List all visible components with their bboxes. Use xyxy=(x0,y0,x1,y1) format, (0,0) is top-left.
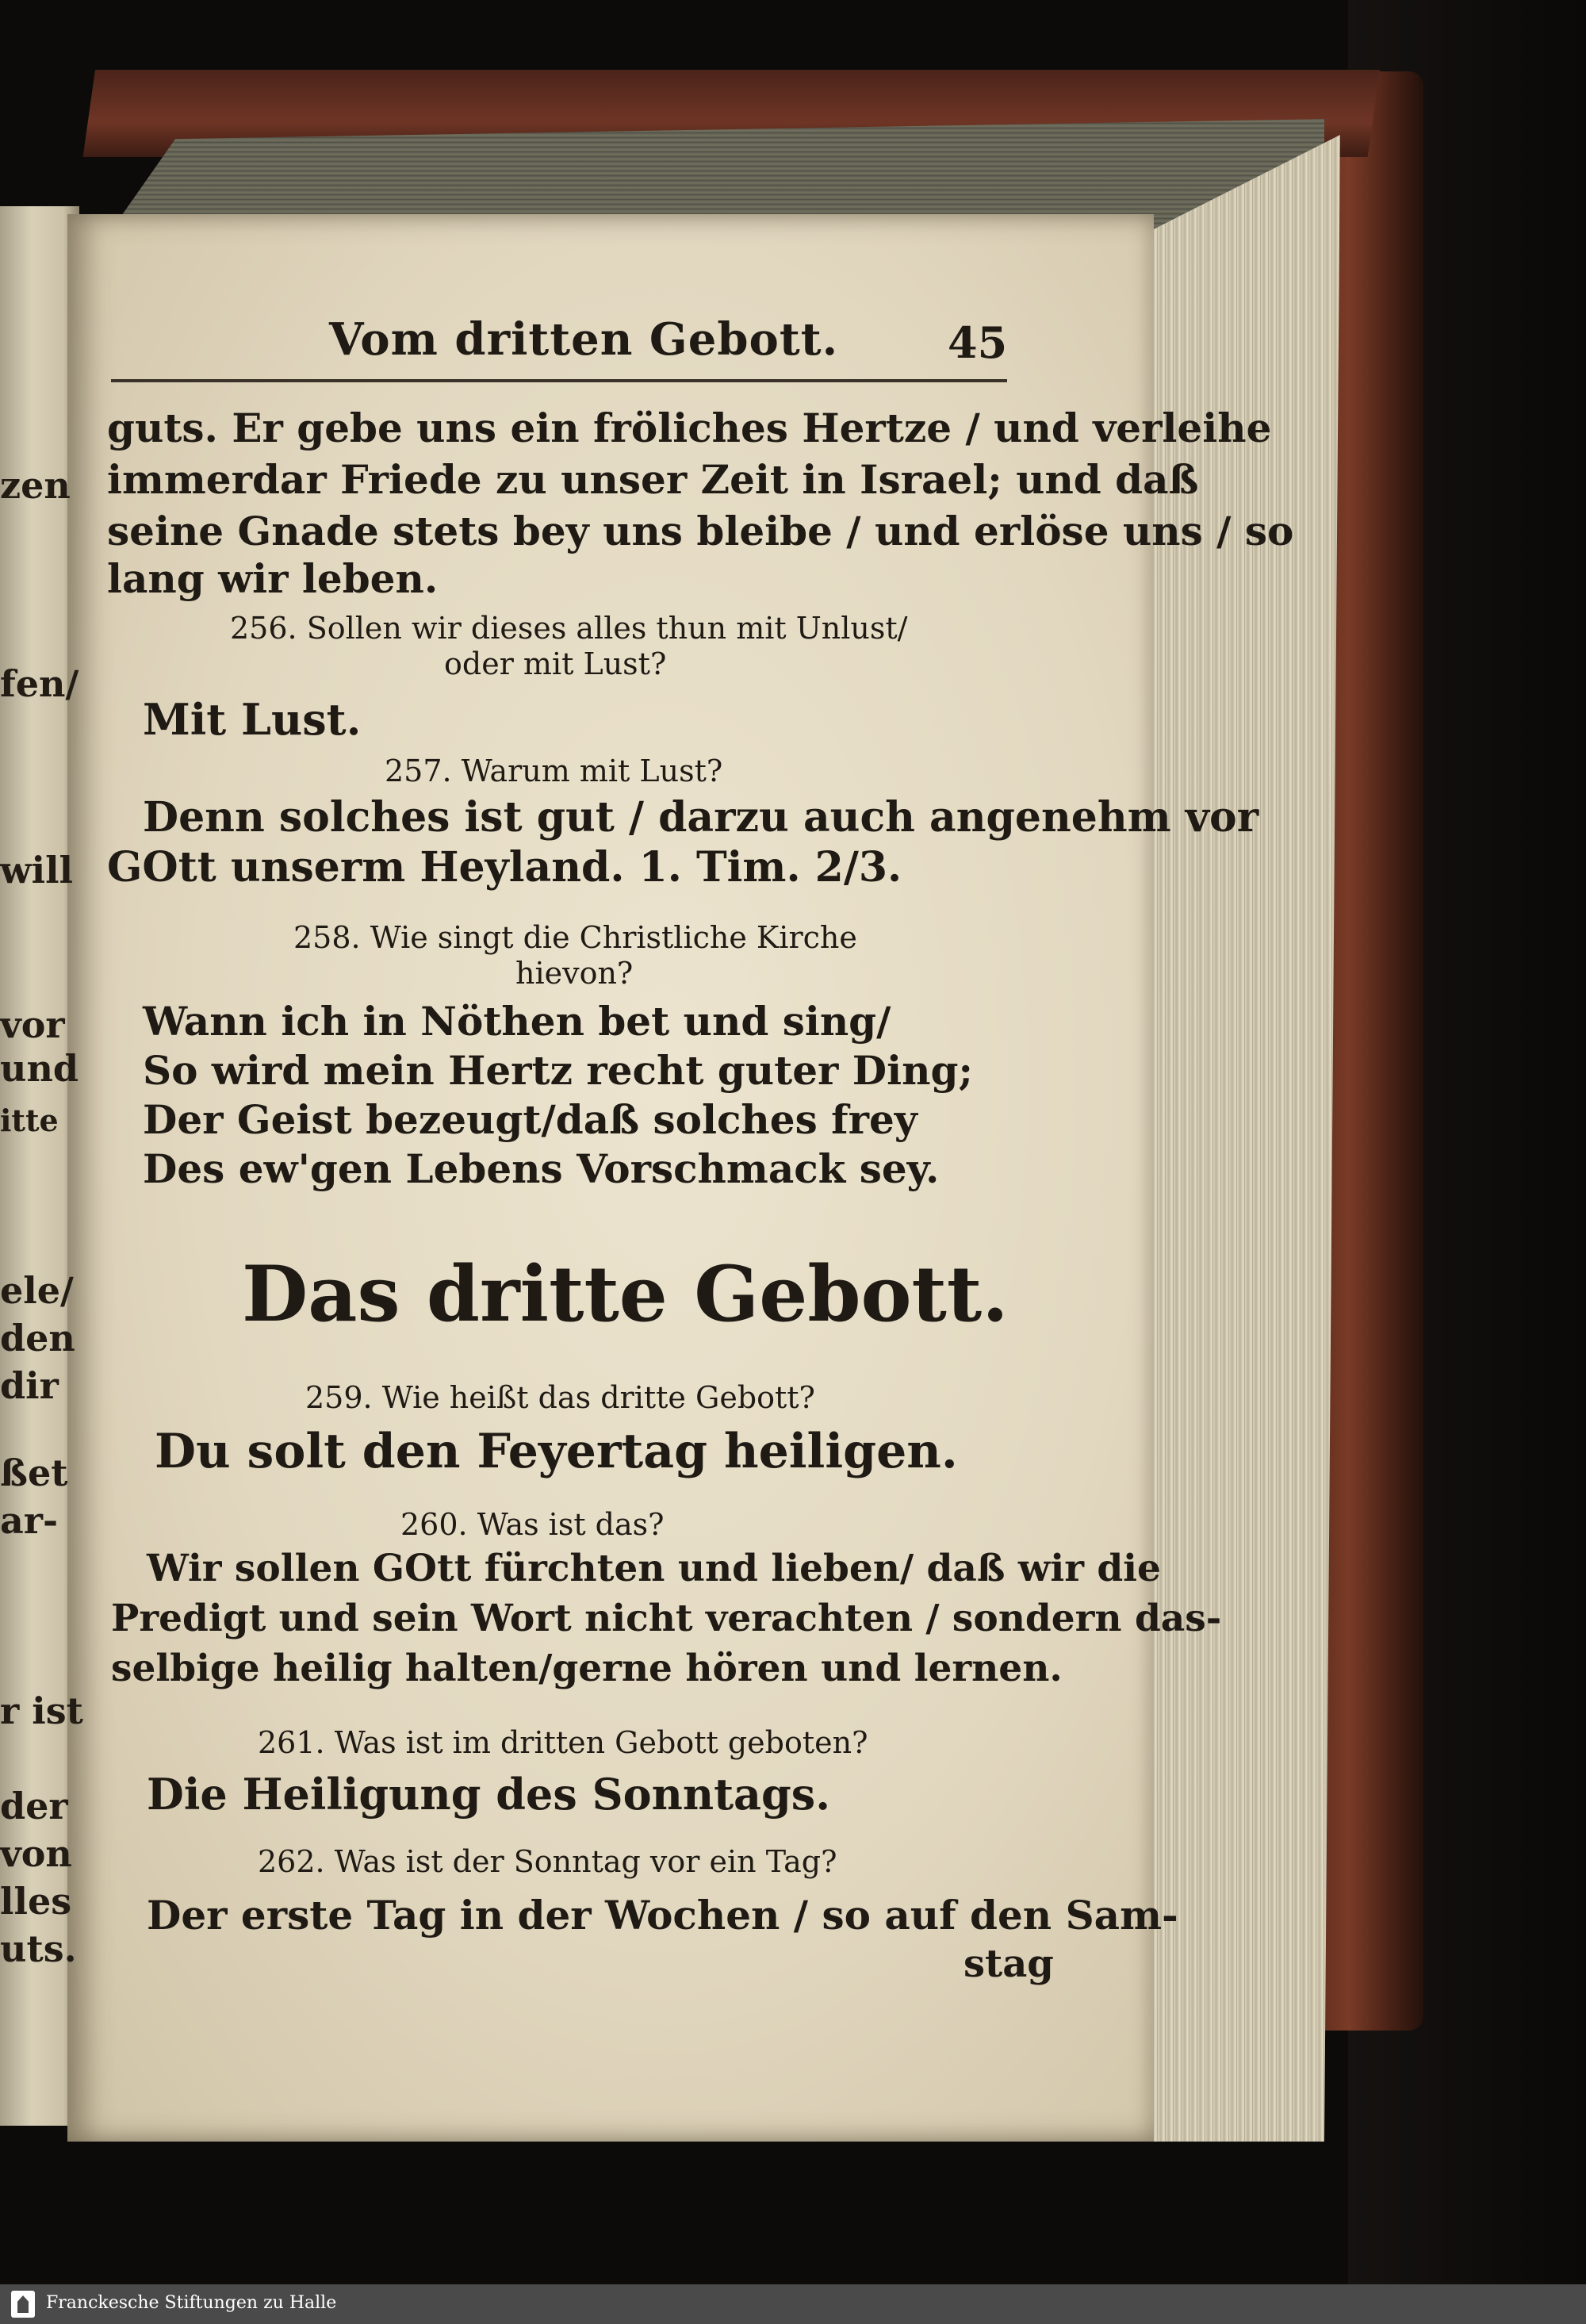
left-page-fragment: dir xyxy=(0,1364,59,1407)
left-page-fragment: lles xyxy=(0,1880,72,1923)
text-line: seine Gnade stets bey uns bleibe / und erlöse uns / so xyxy=(107,508,1294,554)
answer-line: Wir sollen GOtt fürchten und lieben/ daß wir die xyxy=(147,1547,1161,1590)
catchword: stag xyxy=(963,1942,1054,1986)
left-page-fragment: vor xyxy=(0,1003,65,1046)
answer-line: Der erste Tag in der Wochen / so auf den Sam- xyxy=(147,1892,1178,1939)
text-line: immerdar Friede zu unser Zeit in Israel; und daß xyxy=(107,456,1199,503)
commandment-line: Du solt den Feyertag heiligen. xyxy=(155,1424,958,1479)
question-line: 258. Wie singt die Christliche Kirche xyxy=(293,920,857,955)
answer-line: Die Heiligung des Sonntags. xyxy=(147,1769,830,1820)
page-number: 45 xyxy=(948,317,1008,368)
question-line: 262. Was ist der Sonntag vor ein Tag? xyxy=(258,1844,837,1879)
verse-line: So wird mein Hertz recht guter Ding; xyxy=(143,1047,973,1094)
institution-logo-icon xyxy=(11,2291,35,2318)
question-line: 256. Sollen wir dieses alles thun mit Unlust/ xyxy=(230,611,908,646)
section-title: Das dritte Gebott. xyxy=(242,1249,1009,1339)
left-page-fragment: ele/ xyxy=(0,1269,74,1312)
verse-line: Wann ich in Nöthen bet und sing/ xyxy=(143,998,891,1045)
left-page-fragment: itte xyxy=(0,1103,59,1138)
question-line: 257. Warum mit Lust? xyxy=(385,754,723,788)
running-head: Vom dritten Gebott. xyxy=(329,313,839,366)
answer-line: GOtt unserm Heyland. 1. Tim. 2/3. xyxy=(107,843,902,892)
left-page-fragment: den xyxy=(0,1317,75,1360)
left-page-fragment: zen xyxy=(0,464,71,507)
verse-line: Der Geist bezeugt/daß solches frey xyxy=(143,1096,918,1143)
question-line: oder mit Lust? xyxy=(444,646,667,681)
left-page-fragment: fen/ xyxy=(0,662,79,705)
answer-line: Mit Lust. xyxy=(143,694,362,745)
left-page-fragment: ßet xyxy=(0,1452,68,1494)
question-line: 261. Was ist im dritten Gebott geboten? xyxy=(258,1725,868,1760)
left-page-fragment: und xyxy=(0,1047,79,1090)
left-page-fragment: will xyxy=(0,849,74,892)
left-page-fragment: uts. xyxy=(0,1927,77,1970)
answer-line: selbige heilig halten/gerne hören und lernen. xyxy=(111,1647,1063,1690)
head-rule xyxy=(111,379,1007,382)
left-page-fragment: r ist xyxy=(0,1689,83,1732)
text-line: guts. Er gebe uns ein fröliches Hertze / und verleihe xyxy=(107,405,1272,451)
footer-credit: Franckesche Stiftungen zu Halle xyxy=(46,2293,337,2313)
answer-line: Denn solches ist gut / darzu auch angenehm vor xyxy=(143,793,1259,842)
question-line: hievon? xyxy=(515,956,634,991)
footer-bar xyxy=(0,2284,1586,2324)
left-page-fragment: von xyxy=(0,1832,72,1875)
question-line: 260. Was ist das? xyxy=(400,1507,665,1542)
text-line: lang wir leben. xyxy=(107,555,439,602)
question-line: 259. Wie heißt das dritte Gebott? xyxy=(305,1380,815,1415)
left-page-fragment: der xyxy=(0,1785,68,1827)
verse-line: Des ew'gen Lebens Vorschmack sey. xyxy=(143,1145,940,1192)
answer-line: Predigt und sein Wort nicht verachten / sondern das- xyxy=(111,1597,1222,1640)
left-page-fragment: ar- xyxy=(0,1499,59,1542)
